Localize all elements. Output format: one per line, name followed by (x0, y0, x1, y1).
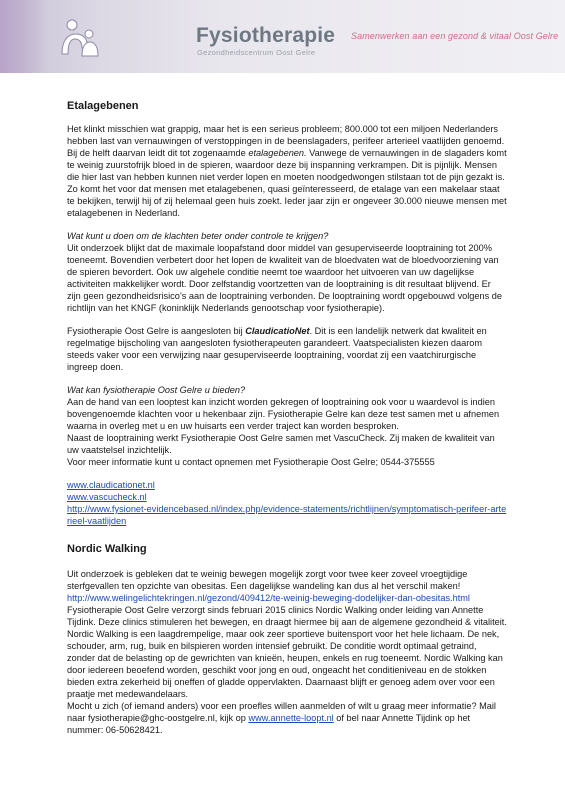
question-heading-1 (67, 230, 507, 242)
question-text: Wat kunt u doen om de klachten beter onder controle te krijgen? (67, 231, 329, 241)
section-title-etalagebenen: Etalagebenen (67, 100, 139, 112)
question-text: Wat kan fysiotherapie Oost Gelre u bieden? (67, 385, 246, 395)
emphasis-text: etalagebenen. (248, 148, 307, 158)
question-heading-2 (67, 384, 507, 396)
link-welingelichtekringen[interactable]: http://www.welingelichtekringen.nl/gezond/409412/te-weinig-beweging-dodelijker-dan-obesitas.html (67, 593, 470, 603)
section-title-nordic-walking: Nordic Walking (67, 543, 147, 555)
paragraph-text: Fysiotherapie Oost Gelre is aangesloten bij (67, 326, 246, 336)
link-annette-loopt[interactable]: www.annette-loopt.nl (248, 713, 334, 723)
paragraph-vascucheck: Naast de looptraining werkt Fysiotherapie Oost Gelre samen met VascuCheck. Zij maken de kwaliteit van uw vaatstelsel inzichtelijk. (67, 433, 495, 455)
paragraph-contact: Voor meer informatie kunt u contact opnemen met Fysiotherapie Oost Gelre; 0544-375555 (67, 457, 435, 467)
paragraph-text: of bel naar Annette Tijdink op het nummer: 06-50628421. (67, 713, 471, 735)
link-vascucheck[interactable]: www.vascucheck.nl (67, 492, 147, 502)
paragraph-claudicationet (67, 325, 507, 373)
brand-subtitle: Gezondheidscentrum Oost Gelre (197, 48, 316, 57)
paragraph-text: Vanwege de vernauwingen in de slagaders komt te weinig zuurstofrijk bloed in de spieren, waardoor deze bij inspanning verkrampen. Dit is pijnlijk. Mensen die hier last van hebben kunnen niet verder lopen en moeten noodgedwongen stilstaan tot de pijn gezakt is. Zo komt het voor dat mensen met etalagebenen, quasi geïnteresseerd, de etalage van een makelaar staat te bekijken, terwijl hij of zij helemaal geen huis zoekt. Ieder jaar zijn er ongeveer 30.000 nieuwe mensen met etalagebenen in Nederland. (67, 148, 507, 218)
paragraph-nordic-description: Nordic Walking is een laagdrempelige, maar ook zeer sportieve buitensport voor het hele lichaam. De nek, schouder, arm, rug, buik en bilspieren worden intensief gebruikt. De conditie wordt optimaal getraind, zonder dat de belasting op de gewrichten van knieën, heupen, enkels en rug toeneemt. Nordic Walking kan door iedereen beoefend worden, geschikt voor jong en oud, ongeacht het conditieniveau en de stokken bieden extra zekerheid bij oneffen of gladde oppervlakten. Daarnaast blijft er genoeg adem over voor een praatje met medewandelaars. (67, 629, 503, 699)
paragraph-looptraining: Uit onderzoek blijkt dat de maximale loopafstand door middel van gesuperviseerde looptraining tot 200% toeneemt. Bovendien verbetert door het lopen de kwaliteit van de bloedvaten wat de bloedvoorziening van de spieren bevordert. Ook uw algehele conditie neemt toe waardoor het uitvoeren van uw dagelijkse activiteiten makkelijker wordt. Door zelfstandig voortzetten van de looptraining is dit resultaat blijvend. Er zijn geen gezondheidsrisico’s aan de looptraining verbonden. De looptraining wordt opgebouwd volgens de richtlijn van het KNGF (koninklijk Nederlands genootschap voor fysiotherapie). (67, 243, 503, 313)
header-tagline: Samenwerken aan een gezond & vitaal Oost Gelre (351, 31, 559, 41)
document-body (67, 100, 507, 736)
paragraph-text: Mocht u zich (of iemand anders) voor een proefles willen aanmelden of wilt u graag meer informatie? Mail naar fysiotherapie@ghc-oostgelre.nl, kijk op (67, 701, 496, 723)
claudicationet-name: ClaudicatioNet (245, 326, 310, 336)
link-claudicationet[interactable]: www.claudicationet.nl (67, 480, 155, 490)
header-color-wash (0, 0, 50, 73)
paragraph-nordic-intro: Uit onderzoek is gebleken dat te weinig bewegen mogelijk zorgt voor twee keer zoveel vroegtijdige sterfgevallen ten opzichte van obesitas. Een dagelijkse wandeling kan dus al het verschil maken! (67, 569, 468, 591)
paragraph-intro (67, 123, 507, 219)
brand-name: Fysiotherapie (196, 24, 336, 47)
people-figures-logo-icon (58, 18, 102, 58)
paragraph-text: Het klinkt misschien wat grappig, maar het is een serieus probleem; 800.000 tot een miljoen Nederlanders hebben last van vernauwingen of verstoppingen in de beenslagaders, perifeer arterieel vaatlijden genoemd. Bij de helft daarvan leidt dit tot zogenaamde (67, 124, 505, 158)
page-header (0, 0, 565, 73)
paragraph-nordic-clinics: Fysiotherapie Oost Gelre verzorgt sinds februari 2015 clinics Nordic Walking onder leiding van Annette Tijdink. Deze clinics stimuleren het bewegen, en draagt hiermee bij aan de algemene gezondheid & vitaliteit. (67, 605, 507, 627)
paragraph-text: . Dit is een landelijk netwerk dat kwaliteit en regelmatige bijscholing van aangesloten fysiotherapeuten garandeert. Vaatspecialisten kiezen daarom steeds vaker voor een verwijzing naar gesuperviseerde looptraining, voordat zij een vaatchirurgische ingreep doen. (67, 326, 487, 372)
paragraph-nordic-contact (67, 700, 507, 736)
paragraph-looptest: Aan de hand van een looptest kan inzicht worden gekregen of looptraining ook voor u waardevol is indien bovengenoemde klachten voor u hekenbaar zijn. Fysiotherapie Gelre kan deze test samen met u afnemen waarna in overleg met u en uw huisarts een verder traject kan worden besproken. (67, 397, 500, 431)
link-fysionet[interactable]: http://www.fysionet-evidencebased.nl/index.php/evidence-statements/richtlijnen/symptomatisch-perifeer-arterieel-vaatlijden (67, 504, 507, 526)
